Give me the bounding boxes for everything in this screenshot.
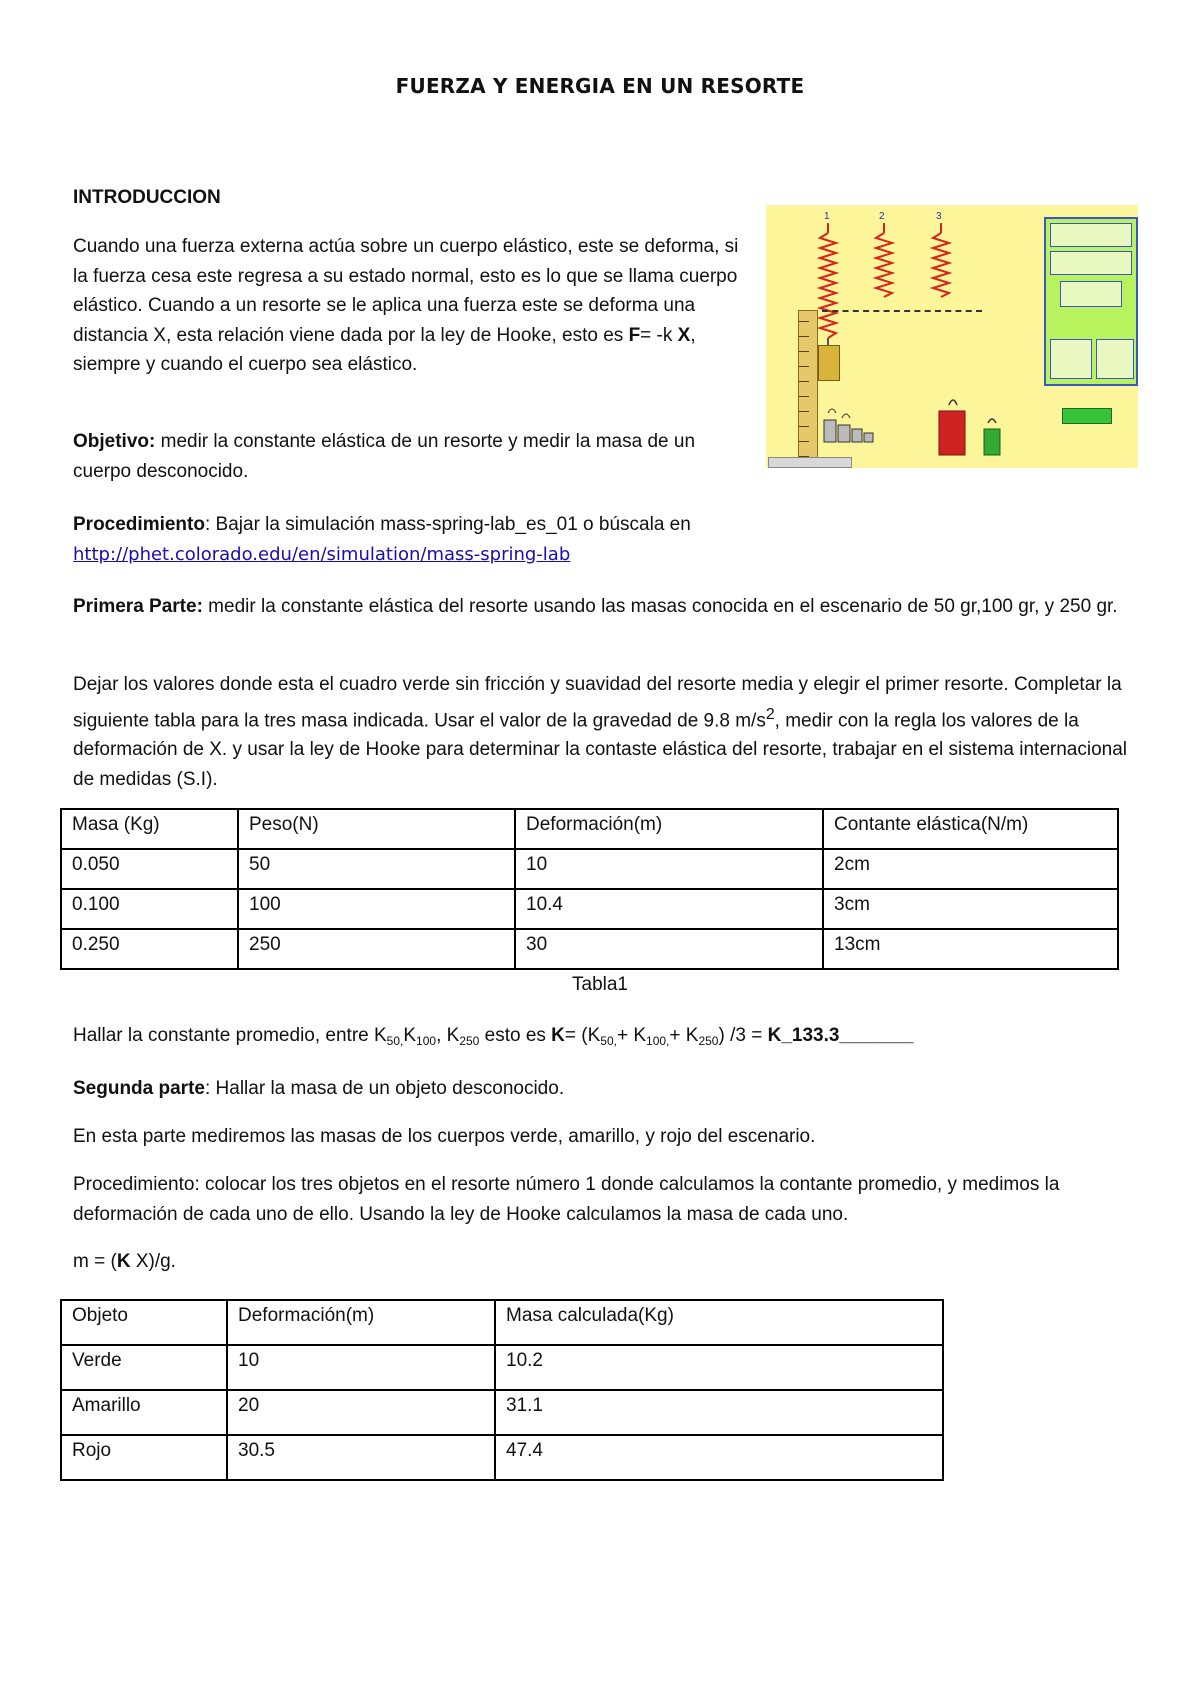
table-1-caption: Tabla1 bbox=[572, 974, 628, 995]
medir-paragraph: En esta parte mediremos las masas de los cuerpos verde, amarillo, y rojo del escenario. bbox=[73, 1126, 816, 1147]
objetivo-label: Objetivo: bbox=[73, 431, 156, 452]
table-row bbox=[61, 1435, 943, 1480]
spring-label-1: 1 bbox=[824, 211, 830, 222]
segunda-parte-paragraph: Segunda parte: Hallar la masa de un objeto desconocido. bbox=[73, 1078, 565, 1099]
table-2 bbox=[60, 1299, 944, 1481]
table-cell: Amarillo bbox=[61, 1390, 227, 1435]
gravity-selector[interactable] bbox=[1060, 281, 1122, 307]
table-cell: 10 bbox=[515, 849, 823, 889]
table-row bbox=[61, 1390, 943, 1435]
phet-link[interactable]: http://phet.colorado.edu/en/simulation/mass-spring-lab bbox=[73, 543, 571, 565]
instructions-paragraph: Dejar los valores donde esta el cuadro verde sin fricción y suavidad del resorte media y elegir el primer resorte. Completar la siguiente tabla para la tres masa indicada. Usar el valor de la gravedad de 9.8 $m/s^2$, medir con la regla los valores de la deformación de X. y usar la ley de Hooke para determinar la contaste elástica del resorte, trabajar en el sistema internacional de medidas (S.I). bbox=[73, 674, 1127, 790]
table-cell: 13cm bbox=[823, 929, 1118, 969]
table-header-cell: Objeto bbox=[61, 1300, 227, 1345]
segunda-parte-label: Segunda parte bbox=[73, 1078, 205, 1099]
table-cell: 47.4 bbox=[495, 1435, 943, 1480]
average-k-result: K_133.3_______ bbox=[767, 1025, 914, 1046]
table-cell: 30.5 bbox=[227, 1435, 495, 1480]
procedimiento-label: Procedimiento bbox=[73, 514, 205, 535]
table-cell: 50 bbox=[238, 849, 515, 889]
table-cell: 250 bbox=[238, 929, 515, 969]
mass-formula: m = (K X)/g. bbox=[73, 1251, 176, 1272]
table-header-cell: Masa calculada(Kg) bbox=[495, 1300, 943, 1345]
intro-paragraph: Cuando una fuerza externa actúa sobre un cuerpo elástico, este se deforma, si la fuerza cesa este regresa a su estado normal, esto es lo que se llama cuerpo elástico. Cuando a un resorte se le aplica una fuerza este se deforma una distancia X, esta relación viene dada por la ley de Hooke, esto es F= -k X, siempre y cuando el cuerpo sea elástico. bbox=[73, 236, 739, 375]
table-row bbox=[61, 849, 1118, 889]
table-cell: 3cm bbox=[823, 889, 1118, 929]
green-mass-icon[interactable] bbox=[984, 419, 1000, 455]
display-options[interactable] bbox=[1096, 339, 1134, 379]
table-cell: 10.2 bbox=[495, 1345, 943, 1390]
table-cell: 100 bbox=[238, 889, 515, 929]
table-row bbox=[61, 889, 1118, 929]
energy-options[interactable] bbox=[1050, 339, 1092, 379]
table-cell: 10 bbox=[227, 1345, 495, 1390]
table-header-cell: Masa (Kg) bbox=[61, 809, 238, 849]
table-1 bbox=[60, 808, 1119, 970]
table-header-cell: Deformación(m) bbox=[515, 809, 823, 849]
table-cell: Verde bbox=[61, 1345, 227, 1390]
red-mass-icon[interactable] bbox=[939, 400, 965, 455]
section-heading-introduccion: INTRODUCCION bbox=[73, 187, 221, 208]
primera-parte-paragraph: Primera Parte: medir la constante elástica del resorte usando las masas conocida en el escenario de 50 gr,100 gr, y 250 gr. bbox=[73, 596, 1118, 617]
table-cell: 0.100 bbox=[61, 889, 238, 929]
simulation-speed-bar[interactable] bbox=[768, 457, 852, 468]
objetivo-paragraph: Objetivo: medir la constante elástica de un resorte y medir la masa de un cuerpo desconocido. bbox=[73, 431, 696, 482]
procedimiento-paragraph: Procedimiento: Bajar la simulación mass-spring-lab_es_01 o búscala en http://phet.colorado.edu/en/simulation/mass-spring-lab bbox=[73, 514, 691, 565]
procedimiento-2-paragraph: Procedimiento: colocar los tres objetos en el resorte número 1 donde calculamos la contante promedio, y medimos la deformación de cada uno de ello. Usando la ley de Hooke calculamos la masa de cada uno. bbox=[73, 1174, 1060, 1225]
table-cell: 20 bbox=[227, 1390, 495, 1435]
average-constant-paragraph: Hallar la constante promedio, entre $K_{50,}K_{100}$, $K_{250}$ esto es $K= (K_{50,}+ K_{100,}+ K_{250}) /3$ = K_133.3_______ bbox=[73, 1025, 914, 1048]
friction-slider[interactable] bbox=[1050, 223, 1132, 247]
table-row bbox=[61, 929, 1118, 969]
table-header-cell: Deformación(m) bbox=[227, 1300, 495, 1345]
table-header-row bbox=[61, 1300, 943, 1345]
reset-button[interactable] bbox=[1062, 408, 1112, 424]
table-cell: 10.4 bbox=[515, 889, 823, 929]
table-cell: Rojo bbox=[61, 1435, 227, 1480]
primera-parte-label: Primera Parte: bbox=[73, 596, 203, 617]
table-cell: 31.1 bbox=[495, 1390, 943, 1435]
f-symbol: F bbox=[628, 324, 641, 346]
table-cell: 0.050 bbox=[61, 849, 238, 889]
table-cell: 30 bbox=[515, 929, 823, 969]
table-header-cell: Contante elástica(N/m) bbox=[823, 809, 1118, 849]
table-row bbox=[61, 1345, 943, 1390]
x-symbol: X bbox=[677, 324, 691, 346]
control-panel bbox=[1044, 217, 1138, 386]
table-header-cell: Peso(N) bbox=[238, 809, 515, 849]
table-cell: 2cm bbox=[823, 849, 1118, 889]
mass-spring-simulation-image bbox=[766, 205, 1138, 468]
spring-label-2: 2 bbox=[879, 211, 885, 222]
known-masses-icon[interactable] bbox=[824, 409, 873, 442]
softness-slider[interactable] bbox=[1050, 251, 1132, 275]
document-title: FUERZA Y ENERGIA EN UN RESORTE bbox=[395, 74, 805, 98]
spring-label-3: 3 bbox=[936, 211, 942, 222]
table-cell: 0.250 bbox=[61, 929, 238, 969]
table-header-row bbox=[61, 809, 1118, 849]
